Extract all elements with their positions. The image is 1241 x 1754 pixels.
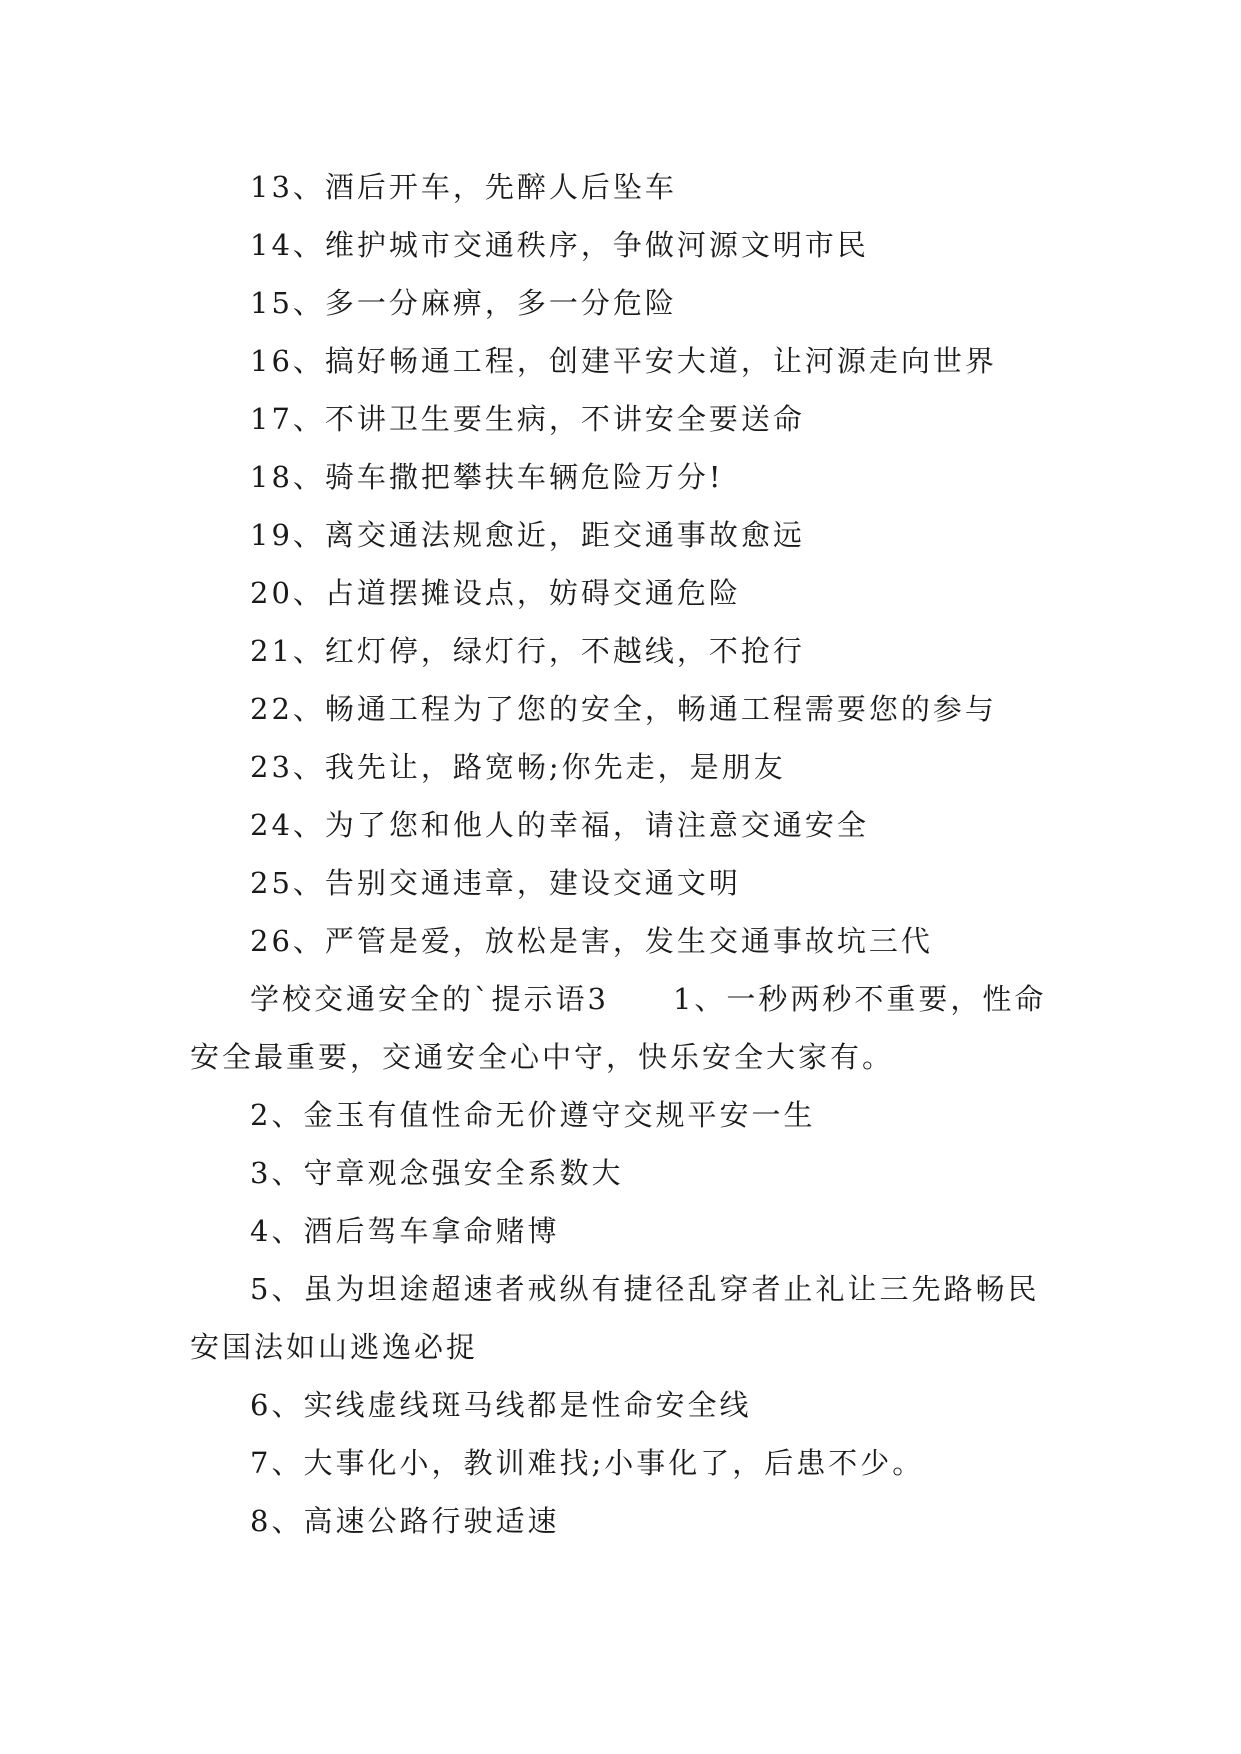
list-item: 2、金玉有值性命无价遵守交规平安一生 bbox=[250, 1098, 816, 1132]
list-item: 19、离交通法规愈近，距交通事故愈远 bbox=[250, 518, 805, 552]
list-item: 22、畅通工程为了您的安全，畅通工程需要您的参与 bbox=[250, 692, 997, 726]
list-item: 16、搞好畅通工程，创建平安大道，让河源走向世界 bbox=[250, 344, 997, 378]
section-paragraph: 学校交通安全的`提示语3 1、一秒两秒不重要，性命安全最重要，交通安全心中守，快乐安全大家有。 bbox=[190, 982, 1047, 1074]
list-item: 6、实线虚线斑马线都是性命安全线 bbox=[250, 1388, 752, 1422]
list-item: 25、告别交通违章，建设交通文明 bbox=[250, 866, 741, 900]
document-body bbox=[190, 158, 1050, 1550]
list-item: 3、守章观念强安全系数大 bbox=[250, 1156, 624, 1190]
list-item: 8、高速公路行驶适速 bbox=[250, 1504, 560, 1538]
list-item: 20、占道摆摊设点，妨碍交通危险 bbox=[250, 576, 741, 610]
list-item: 21、红灯停，绿灯行，不越线，不抢行 bbox=[250, 634, 805, 668]
list-item: 14、维护城市交通秩序，争做河源文明市民 bbox=[250, 228, 869, 262]
list-item: 18、骑车撒把攀扶车辆危险万分! bbox=[250, 460, 724, 494]
paragraph-item: 5、虽为坦途超速者戒纵有捷径乱穿者止礼让三先路畅民安国法如山逃逸必捉 bbox=[190, 1272, 1040, 1364]
list-item: 23、我先让，路宽畅;你先走，是朋友 bbox=[250, 750, 786, 784]
list-item: 26、严管是爱，放松是害，发生交通事故坑三代 bbox=[250, 924, 933, 958]
list-item: 13、酒后开车，先醉人后坠车 bbox=[250, 170, 677, 204]
list-item: 15、多一分麻痹，多一分危险 bbox=[250, 286, 677, 320]
list-item: 4、酒后驾车拿命赌博 bbox=[250, 1214, 560, 1248]
list-item: 17、不讲卫生要生病，不讲安全要送命 bbox=[250, 402, 805, 436]
list-item: 7、大事化小，教训难找;小事化了，后患不少。 bbox=[250, 1446, 925, 1480]
list-item: 24、为了您和他人的幸福，请注意交通安全 bbox=[250, 808, 869, 842]
